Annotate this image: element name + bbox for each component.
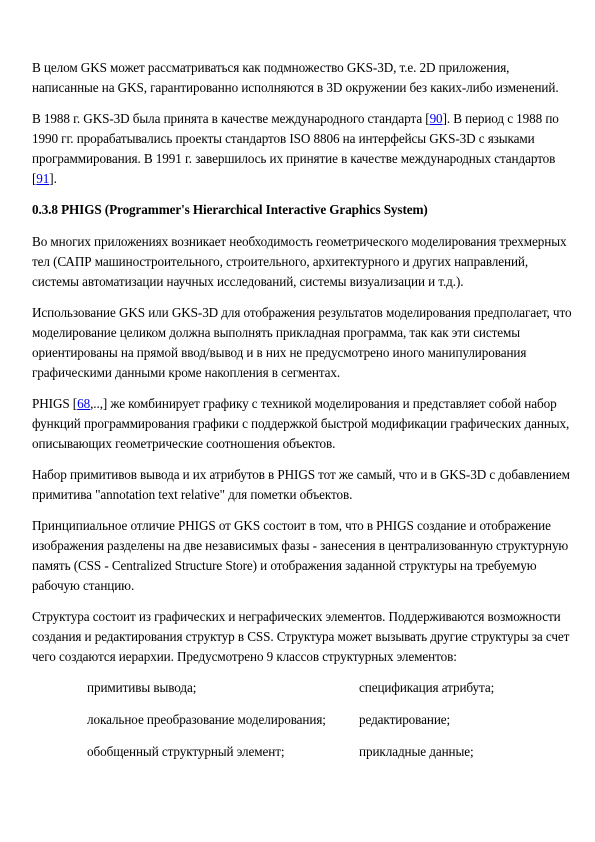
paragraph-modeling-need: Во многих приложениях возникает необходимость геометрического моделирования трехмерных тел (САПР машиностроительного, строительного, архитектурного и других направлений, системы автоматизации научных исследований, системы визуализации и т.д.). [32,234,567,289]
text-span: PHIGS [ [32,396,78,411]
text-span: ]. В период с 1988 по 1990 гг. прорабатывались проекты стандартов ISO 8806 на интерфейсы GKS-3D с языками программирования. В 1991 г. завершилось их принятие в качестве международных стандартов [ [32,111,559,186]
table-cell: спецификация атрибута; [359,680,495,695]
table-row [87,678,494,710]
paragraph-gks3d-standard [32,109,572,189]
table-cell: примитивы вывода; [87,680,197,695]
text-span: ]. [49,171,57,186]
structure-classes-table [87,678,494,774]
reference-link-68[interactable]: 68 [77,396,91,411]
reference-link-90[interactable]: 90 [429,111,443,126]
table-cell: редактирование; [359,712,451,727]
reference-link-91[interactable]: 91 [36,171,50,186]
text-span: ,..,] же комбинирует графику с техникой моделирования и представляет собой набор функций программирования графики с поддержкой быстрой модификации графических данных, описывающих геометрические соотношения объектов. [32,396,570,451]
document-body [32,58,572,774]
table-cell: обобщенный структурный элемент; [87,744,285,759]
table-cell: локальное преобразование моделирования; [87,712,326,727]
paragraph-phigs-difference: Принципиальное отличие PHIGS от GKS состоит в том, что в PHIGS создание и отображение изображения разделены на две независимых фазы - занесения в централизованную структурную память (CSS - Centralized Structure Store) и отображения заданной структуры на требуемую рабочую станцию. [32,518,569,593]
paragraph-structure: Структура состоит из графических и неграфических элементов. Поддерживаются возможности создания и редактирования структур в CSS. Структура может вызывать другие структуры за счет чего создаются иерархии. Предусмотрено 9 классов структурных элементов: [32,609,570,664]
text-span: В 1988 г. GKS-3D была принята в качестве международного стандарта [ [32,111,430,126]
table-cell: прикладные данные; [359,744,474,759]
paragraph-gks-usage: Использование GKS или GKS-3D для отображения результатов моделирования предполагает, что моделирование целиком должна выполнять прикладная программа, так как эти системы ориентированы на прямой ввод/вывод и в них не предусмотрено иного манипулирования графическими данными кроме накопления в сегментах. [32,305,572,380]
table-row [87,742,494,774]
section-heading: 0.3.8 PHIGS (Programmer's Hierarchical Interactive Graphics System) [32,202,428,217]
paragraph-primitives: Набор примитивов вывода и их атрибутов в PHIGS тот же самый, что и в GKS-3D с добавлением примитива "annotation text relative" для пометки объектов. [32,467,570,502]
paragraph-phigs-intro [32,394,572,454]
table-row [87,710,494,742]
paragraph-gks-subset: В целом GKS может рассматриваться как подмножество GKS-3D, т.е. 2D приложения, написанные на GKS, гарантированно исполняются в 3D окружении без каких-либо изменений. [32,60,559,95]
